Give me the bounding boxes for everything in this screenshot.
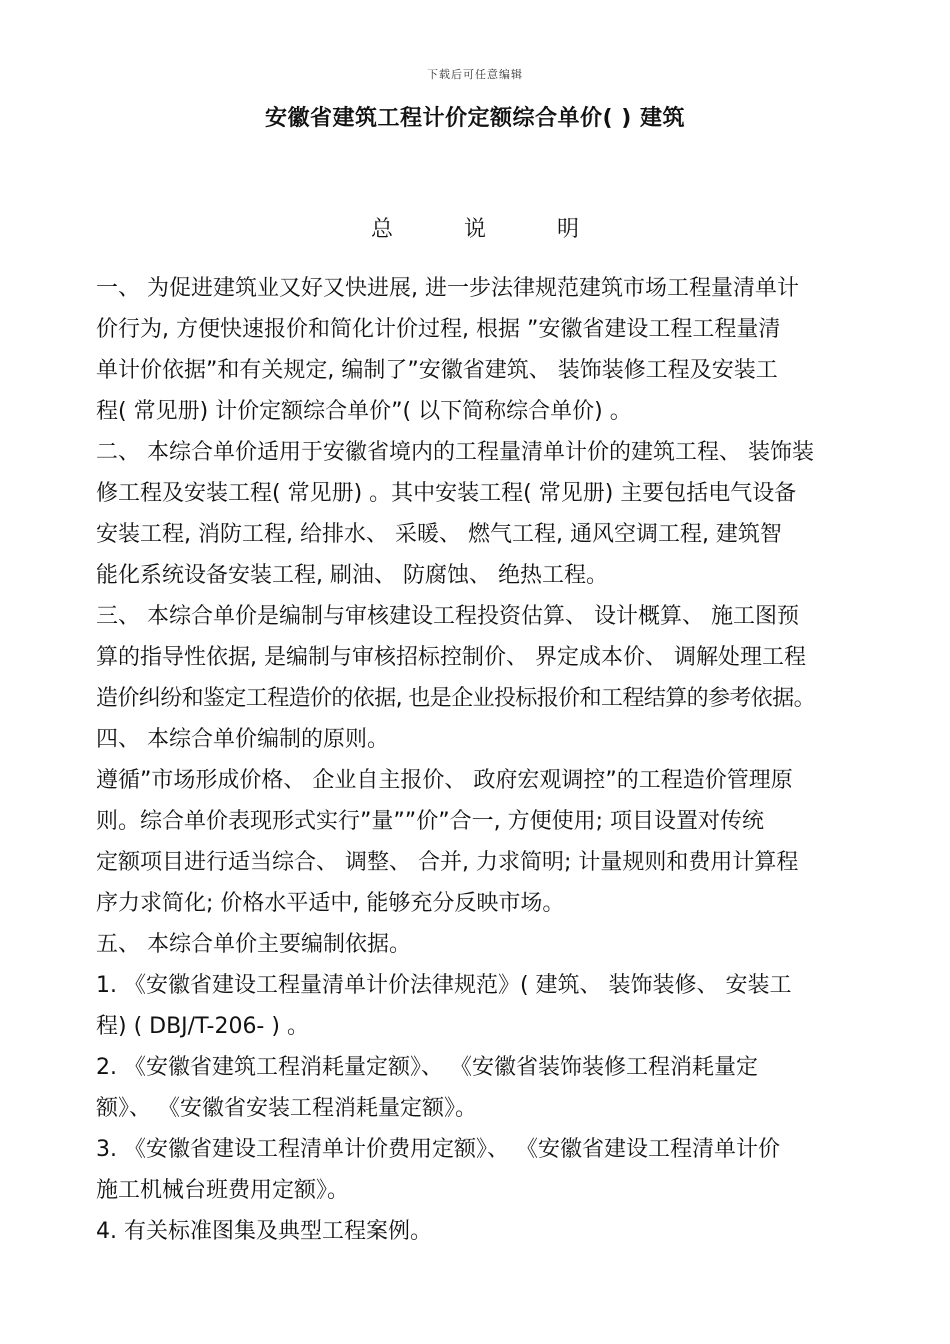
paragraph-line: 算的指导性依据, 是编制与审核招标控制价、 界定成本价、 调解处理工程 xyxy=(96,645,806,670)
paragraph-line: 2. 《安徽省建筑工程消耗量定额》、 《安徽省装饰装修工程消耗量定 xyxy=(96,1055,758,1080)
paragraph-line: 修工程及安装工程( 常见册) 。其中安装工程( 常见册) 主要包括电气设备 xyxy=(96,481,797,506)
paragraph-line: 价行为, 方便快速报价和简化计价过程, 根据 ”安徽省建设工程工程量清 xyxy=(96,317,781,342)
paragraph-line: 序力求简化; 价格水平适中, 能够充分反映市场。 xyxy=(96,891,565,916)
paragraph-line: 遵循”市场形成价格、 企业自主报价、 政府宏观调控”的工程造价管理原 xyxy=(96,768,793,793)
paragraph-line: 程) ( DBJ/T-206- ) 。 xyxy=(96,1014,309,1039)
paragraph-line: 二、 本综合单价适用于安徽省境内的工程量清单计价的建筑工程、 装饰装 xyxy=(96,440,814,465)
paragraph-line: 安装工程, 消防工程, 给排水、 采暖、 燃气工程, 通风空调工程, 建筑智 xyxy=(96,522,782,547)
document-title: 安徽省建筑工程计价定额综合单价( ) 建筑 xyxy=(265,106,685,131)
paragraph-line: 额》、 《安徽省安装工程消耗量定额》。 xyxy=(96,1096,477,1121)
paragraph-line: 定额项目进行适当综合、 调整、 合并, 力求简明; 计量规则和费用计算程 xyxy=(96,850,799,875)
paragraph-line: 则。综合单价表现形式实行”量””价”合一, 方便使用; 项目设置对传统 xyxy=(96,809,764,834)
paragraph-line: 单计价依据”和有关规定, 编制了”安徽省建筑、 装饰装修工程及安装工 xyxy=(96,358,778,383)
paragraph-line: 造价纠纷和鉴定工程造价的依据, 也是企业投标报价和工程结算的参考依据。 xyxy=(96,686,815,711)
paragraph-line: 三、 本综合单价是编制与审核建设工程投资估算、 设计概算、 施工图预 xyxy=(96,604,799,629)
paragraph-line: 五、 本综合单价主要编制依据。 xyxy=(96,932,411,957)
paragraph-line: 四、 本综合单价编制的原则。 xyxy=(96,727,389,752)
section-title: 总 说 明 xyxy=(371,217,601,242)
paragraph-line: 能化系统设备安装工程, 刷油、 防腐蚀、 绝热工程。 xyxy=(96,563,608,588)
paragraph-line: 施工机械台班费用定额》。 xyxy=(96,1178,350,1203)
body-text xyxy=(96,268,896,1252)
header-watermark: 下载后可任意编辑 xyxy=(427,68,523,81)
paragraph-line: 1. 《安徽省建设工程量清单计价法律规范》( 建筑、 装饰装修、 安装工 xyxy=(96,973,792,998)
paragraph-line: 程( 常见册) 计价定额综合单价”( 以下简称综合单价) 。 xyxy=(96,399,632,424)
paragraph-line: 4. 有关标准图集及典型工程案例。 xyxy=(96,1219,432,1244)
paragraph-line: 3. 《安徽省建设工程清单计价费用定额》、 《安徽省建设工程清单计价 xyxy=(96,1137,780,1162)
paragraph-line: 一、 为促进建筑业又好又快进展, 进一步法律规范建筑市场工程量清单计 xyxy=(96,276,799,301)
